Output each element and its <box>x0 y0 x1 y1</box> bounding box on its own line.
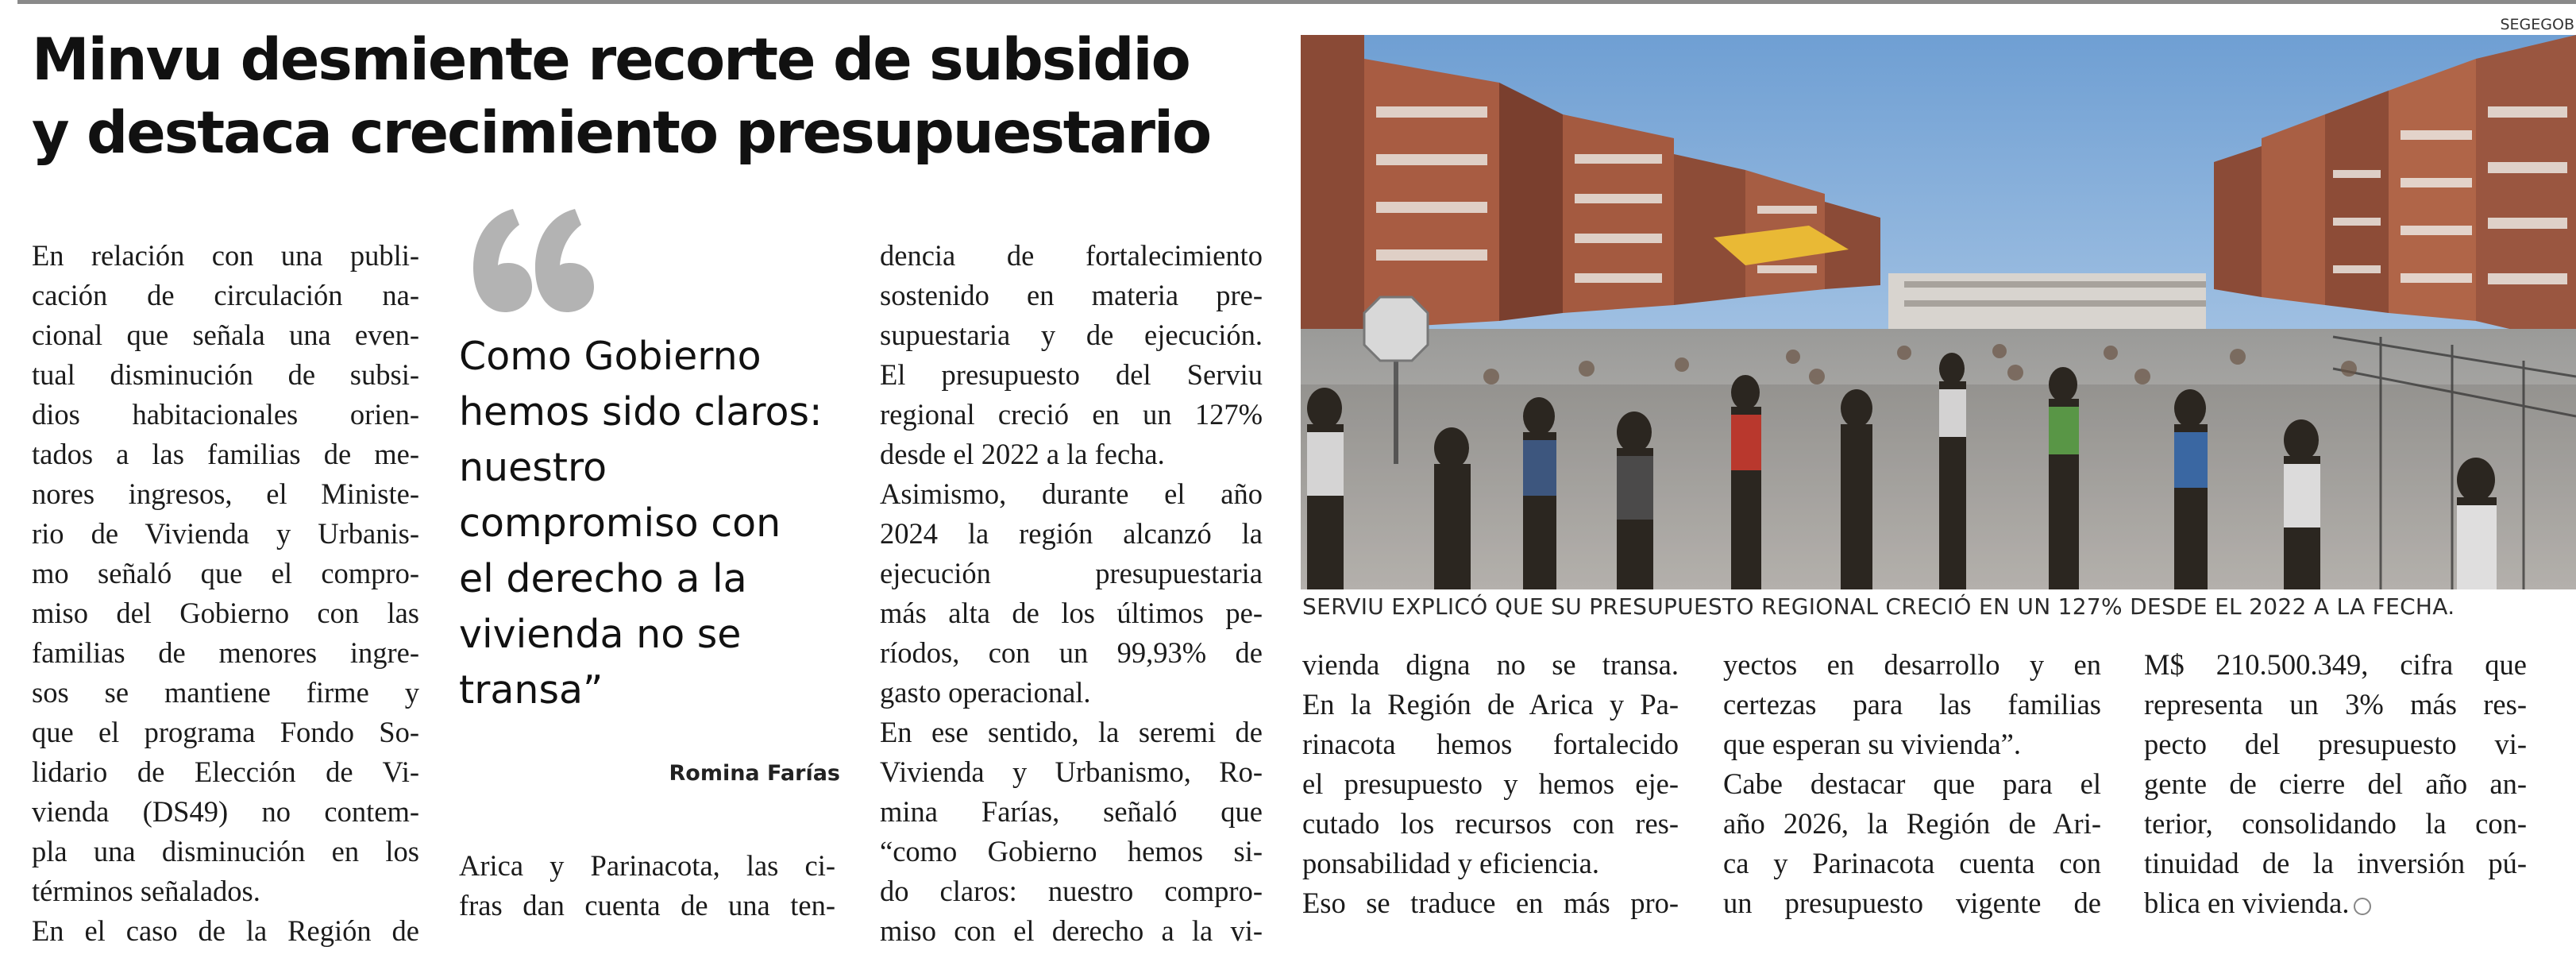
pull-quote-line: nuestro <box>459 445 607 490</box>
pull-quote-line: hemos sido claros: <box>459 389 823 435</box>
body-line: En ese sentido, la seremi de <box>880 716 1263 748</box>
body-line: 2024 la región alcanzó la <box>880 517 1263 550</box>
pull-quote-author: Romina Farías <box>669 761 840 786</box>
headline <box>32 24 1271 170</box>
body-line: certezas para las familias <box>1723 688 2101 721</box>
pull-quote <box>459 329 856 718</box>
body-line: regional creció en un 127% <box>880 398 1263 431</box>
body-line: rio de Vivienda y Urbanis- <box>32 517 419 550</box>
body-line: representa un 3% más res- <box>2144 688 2527 721</box>
body-column-3 <box>880 236 1263 951</box>
body-line: do claros: nuestro compro- <box>880 875 1263 907</box>
body-line: M$ 210.500.349, cifra que <box>2144 648 2527 681</box>
body-line: sos se mantiene firme y <box>32 676 419 709</box>
body-line: Cabe destacar que para el <box>1723 767 2101 800</box>
body-line: que esperan su vivienda”. <box>1723 728 2021 760</box>
end-of-article-icon <box>2354 898 2371 915</box>
body-line: gasto operacional. <box>880 676 1091 709</box>
body-line: dencia de fortalecimiento <box>880 239 1263 272</box>
pull-quote-line: el derecho a la <box>459 556 747 601</box>
body-line: yectos en desarrollo y en <box>1723 648 2101 681</box>
body-line: rinacota hemos fortalecido <box>1302 728 1679 760</box>
body-line: tual disminución de subsi- <box>32 358 419 391</box>
body-line: dios habitacionales orien- <box>32 398 419 431</box>
body-line: el presupuesto y hemos eje- <box>1302 767 1679 800</box>
body-line: vienda (DS49) no contem- <box>32 795 419 828</box>
body-line: miso con el derecho a la vi- <box>880 914 1263 947</box>
body-column-2 <box>459 846 835 925</box>
headline-line-2: y destaca crecimiento presupuestario <box>32 99 1211 167</box>
body-line: más alta de los últimos pe- <box>880 597 1263 629</box>
body-line: El presupuesto del Serviu <box>880 358 1263 391</box>
body-line: ponsabilidad y eficiencia. <box>1302 847 1599 879</box>
body-line: “como Gobierno hemos si- <box>880 835 1263 867</box>
body-line: ca y Parinacota cuenta con <box>1723 847 2101 879</box>
photo-caption: SERVIU EXPLICÓ QUE SU PRESUPUESTO REGIONAL CRECIÓ EN UN 127% DESDE EL 2022 A LA FECHA. <box>1302 593 2455 620</box>
body-line: fras dan cuenta de una ten- <box>459 889 835 922</box>
body-line: mo señaló que el compro- <box>32 557 419 589</box>
body-line-final <box>2144 883 2527 923</box>
body-line: cional que señala una even- <box>32 319 419 351</box>
body-line: ejecución presupuestaria <box>880 557 1263 589</box>
headline-line-1: Minvu desmiente recorte de subsidio <box>32 26 1190 94</box>
body-column-4 <box>1302 645 1679 923</box>
pull-quote-line: transa” <box>459 667 604 713</box>
body-line: cutado los recursos con res- <box>1302 807 1679 840</box>
article-photo <box>1301 35 2576 589</box>
body-line: tados a las familias de me- <box>32 438 419 470</box>
body-line: En la Región de Arica y Pa- <box>1302 688 1679 721</box>
body-column-1 <box>32 236 419 951</box>
top-rule <box>17 0 2576 4</box>
quote-mark-icon <box>464 195 599 330</box>
body-line: supuestaria y de ejecución. <box>880 319 1263 351</box>
body-line: lidario de Elección de Vi- <box>32 755 419 788</box>
body-line: Arica y Parinacota, las ci- <box>459 849 835 882</box>
body-line: terior, consolidando la con- <box>2144 807 2527 840</box>
body-line: Eso se traduce en más pro- <box>1302 887 1679 919</box>
body-line: nores ingresos, el Ministe- <box>32 477 419 510</box>
pull-quote-line: vivienda no se <box>459 612 742 657</box>
body-line: pla una disminución en los <box>32 835 419 867</box>
body-line: pecto del presupuesto vi- <box>2144 728 2527 760</box>
pull-quote-line: Como Gobierno <box>459 334 762 379</box>
body-line: Asimismo, durante el año <box>880 477 1263 510</box>
body-line: términos señalados. <box>32 875 260 907</box>
body-column-6 <box>2144 645 2527 923</box>
body-line: que el programa Fondo So- <box>32 716 419 748</box>
body-line: miso del Gobierno con las <box>32 597 419 629</box>
body-line: familias de menores ingre- <box>32 636 419 669</box>
body-column-5 <box>1723 645 2101 923</box>
photo-credit: SEGEGOB <box>2500 16 2574 33</box>
body-line: tinuidad de la inversión pú- <box>2144 847 2527 879</box>
body-line: vienda digna no se transa. <box>1302 648 1679 681</box>
body-line: mina Farías, señaló que <box>880 795 1263 828</box>
body-line: sostenido en materia pre- <box>880 279 1263 311</box>
body-line: desde el 2022 a la fecha. <box>880 438 1165 470</box>
body-line: En el caso de la Región de <box>32 914 419 947</box>
body-line-text: blica en vivienda. <box>2144 887 2350 919</box>
body-line: En relación con una publi- <box>32 239 419 272</box>
body-line: cación de circulación na- <box>32 279 419 311</box>
body-line: un presupuesto vigente de <box>1723 887 2101 919</box>
body-line: ríodos, con un 99,93% de <box>880 636 1263 669</box>
body-line: gente de cierre del año an- <box>2144 767 2527 800</box>
pull-quote-line: compromiso con <box>459 500 781 546</box>
body-line: Vivienda y Urbanismo, Ro- <box>880 755 1263 788</box>
body-line: año 2026, la Región de Ari- <box>1723 807 2101 840</box>
